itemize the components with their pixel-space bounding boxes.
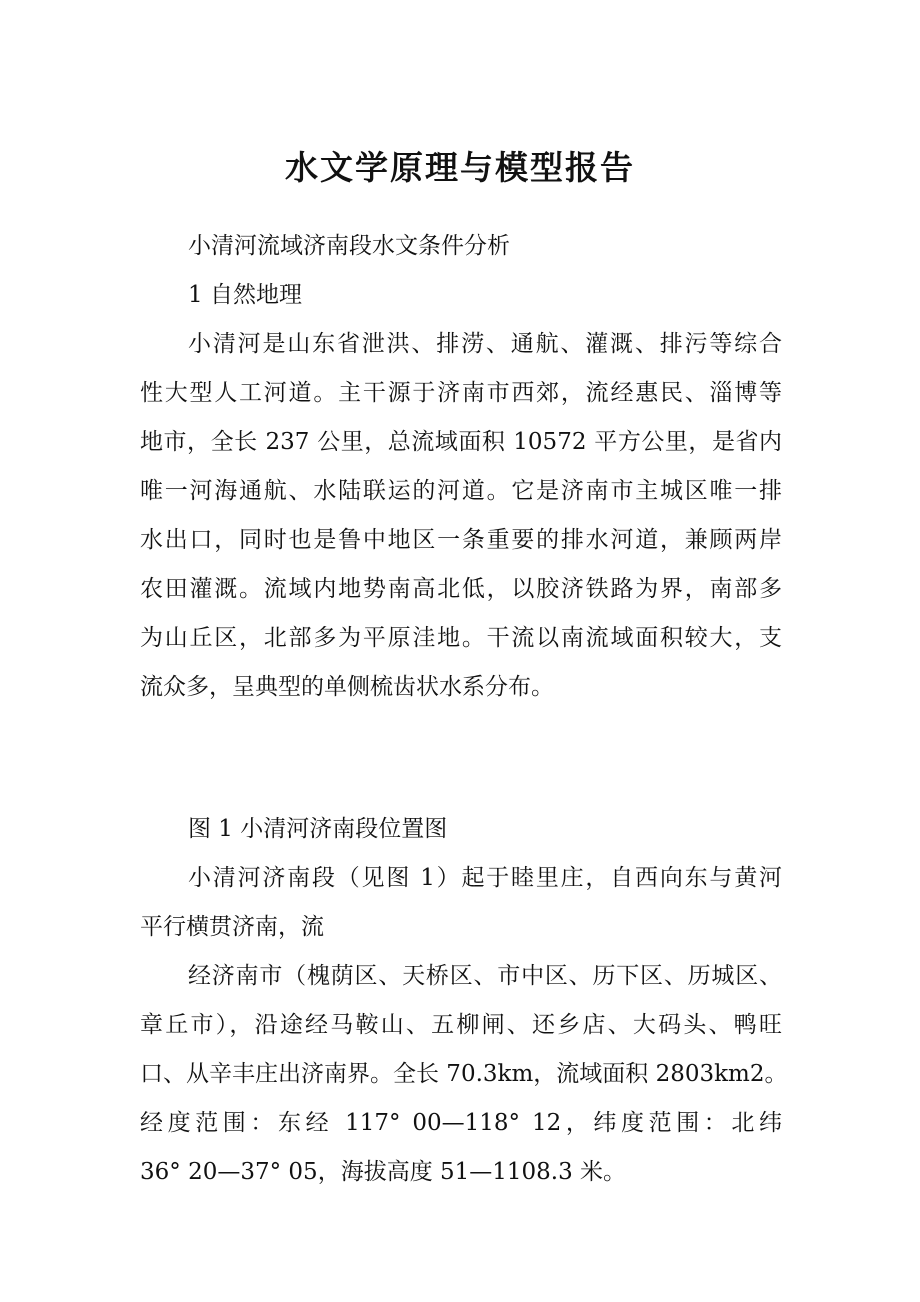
document-title: 水文学原理与模型报告 [285,148,635,187]
paragraph1-line: 性大型人工河道。主干源于济南市西郊，流经惠民、淄博等 [140,380,782,406]
paragraph3-line: 经济南市（槐荫区、天桥区、市中区、历下区、历城区、 [188,963,782,989]
paragraph1-line: 流众多，呈典型的单侧梳齿状水系分布。 [140,674,554,700]
paragraph2-line: 小清河济南段（见图 1）起于睦里庄，自西向东与黄河 [188,865,782,891]
paragraph1-line: 小清河是山东省泄洪、排涝、通航、灌溉、排污等综合 [188,331,782,357]
paragraph1-line: 唯一河海通航、水陆联运的河道。它是济南市主城区唯一排 [140,478,782,504]
paragraph3-line: 经度范围：东经 117° 00—118° 12，纬度范围：北纬 [140,1110,782,1136]
paragraph1-line: 农田灌溉。流域内地势南高北低，以胶济铁路为界，南部多 [140,576,782,602]
paragraph3-line: 36° 20—37° 05，海拔高度 51—1108.3 米。 [140,1159,627,1185]
report-subtitle: 小清河流域济南段水文条件分析 [188,233,510,259]
paragraph1-line: 地市，全长 237 公里，总流域面积 10572 平方公里，是省内 [140,429,782,455]
section-heading: 1 自然地理 [188,282,302,308]
figure-caption: 图 1 小清河济南段位置图 [188,816,448,842]
paragraph1-line: 水出口，同时也是鲁中地区一条重要的排水河道，兼顾两岸 [140,527,782,553]
paragraph3-line: 口、从辛丰庄出济南界。全长 70.3km，流域面积 2803km2。 [140,1061,788,1087]
paragraph1-line: 为山丘区，北部多为平原洼地。干流以南流域面积较大，支 [140,625,782,651]
paragraph3-line: 章丘市），沿途经马鞍山、五柳闸、还乡店、大码头、鸭旺 [140,1012,782,1038]
paragraph2-line: 平行横贯济南，流 [140,914,324,940]
